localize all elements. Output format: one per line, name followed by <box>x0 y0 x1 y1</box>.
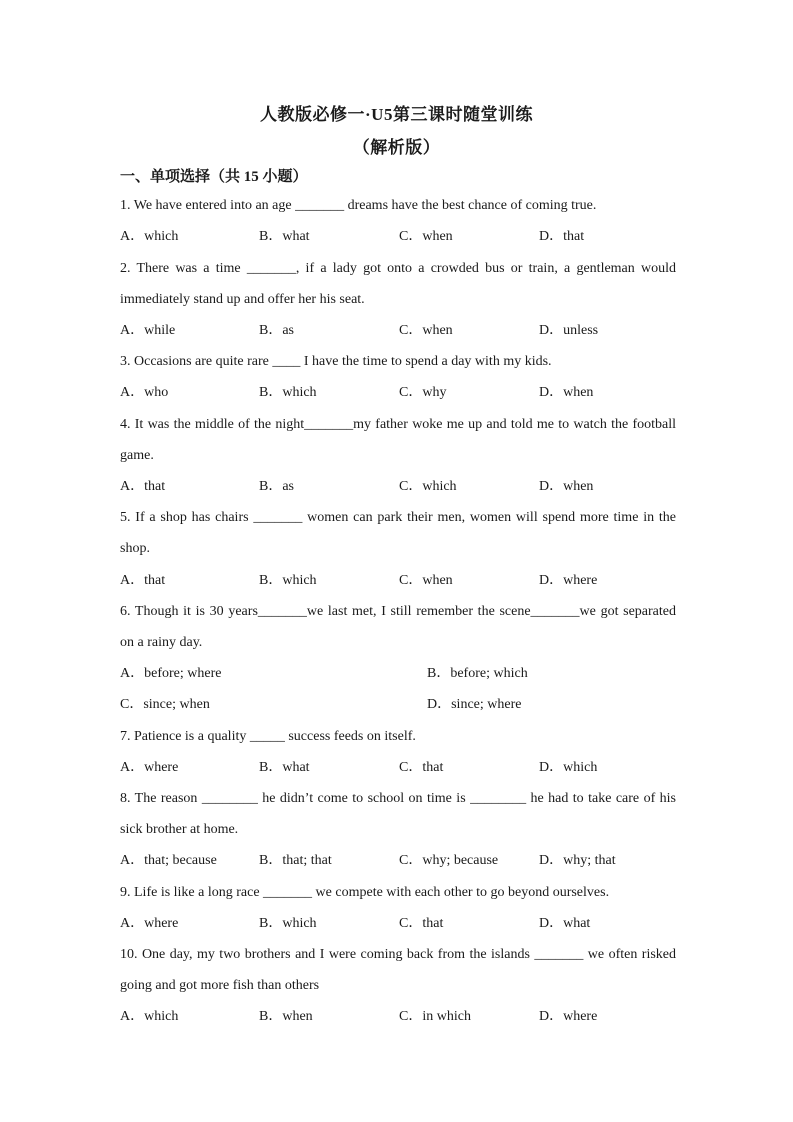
question-8-text-line-1: 8. The reason ________ he didn’t come to school on time is ________ he had to take care of his <box>120 791 676 806</box>
question-2-text-line-1: 2. There was a time _______, if a lady got onto a crowded bus or train, a gentleman would <box>120 261 676 276</box>
question-5-text-line-1: 5. If a shop has chairs _______ women can park their men, women will spend more time in the <box>120 510 676 525</box>
question-4-text-line-2: game. <box>120 448 154 463</box>
question-6-text-line-2: on a rainy day. <box>120 635 203 650</box>
question-10-option-b: B．when <box>259 1009 313 1024</box>
question-3-text: 3. Occasions are quite rare ____ I have the time to spend a day with my kids. <box>120 354 552 369</box>
question-10-option-a: A．which <box>120 1009 179 1024</box>
question-2-option-b: B．as <box>259 323 294 338</box>
question-6-option-c: C．since; when <box>120 697 210 712</box>
question-5-text-line-2: shop. <box>120 541 150 556</box>
question-7-option-b: B．what <box>259 760 310 775</box>
question-6-option-d: D．since; where <box>427 697 522 712</box>
question-3-option-c: C．why <box>399 385 447 400</box>
question-6-option-b: B．before; which <box>427 666 528 681</box>
question-2-text-line-2: immediately stand up and offer her his seat. <box>120 292 365 307</box>
question-10-text-line-1: 10. One day, my two brothers and I were coming back from the islands _______ we often risked <box>120 947 676 962</box>
question-4-option-c: C．which <box>399 479 457 494</box>
document-subtitle: （解析版） <box>352 138 441 157</box>
question-7-option-a: A．where <box>120 760 179 775</box>
question-1-option-c: C．when <box>399 229 453 244</box>
question-8-option-d: D．why; that <box>539 853 616 868</box>
question-1-option-b: B．what <box>259 229 310 244</box>
question-2-option-c: C．when <box>399 323 453 338</box>
question-8-text-line-2: sick brother at home. <box>120 822 239 837</box>
question-4-option-d: D．when <box>539 479 594 494</box>
question-2-option-d: D．unless <box>539 323 599 338</box>
question-9-option-c: C．that <box>399 916 444 931</box>
question-8-option-a: A．that; because <box>120 853 217 868</box>
question-7-option-d: D．which <box>539 760 598 775</box>
question-6-text-line-1: 6. Though it is 30 years_______we last met, I still remember the scene_______we got separated <box>120 604 676 619</box>
question-10-text-line-2: going and got more fish than others <box>120 978 320 993</box>
question-5-option-b: B．which <box>259 573 317 588</box>
section-heading: 一、单项选择（共 15 小题） <box>120 169 308 185</box>
question-1-option-a: A．which <box>120 229 179 244</box>
question-1-option-d: D．that <box>539 229 585 244</box>
question-5-option-c: C．when <box>399 573 453 588</box>
question-7-text: 7. Patience is a quality _____ success feeds on itself. <box>120 729 416 744</box>
document-title: 人教版必修一·U5第三课时随堂训练 <box>260 105 533 124</box>
question-8-option-b: B．that; that <box>259 853 332 868</box>
question-1-text: 1. We have entered into an age _______ dreams have the best chance of coming true. <box>120 198 597 213</box>
question-2-option-a: A．while <box>120 323 176 338</box>
question-10-option-c: C．in which <box>399 1009 471 1024</box>
question-3-option-b: B．which <box>259 385 317 400</box>
question-5-option-a: A．that <box>120 573 166 588</box>
question-9-option-b: B．which <box>259 916 317 931</box>
question-3-option-d: D．when <box>539 385 594 400</box>
question-4-text-line-1: 4. It was the middle of the night_______my father woke me up and told me to watch the football <box>120 417 676 432</box>
question-6-option-a: A．before; where <box>120 666 222 681</box>
question-9-option-a: A．where <box>120 916 179 931</box>
question-7-option-c: C．that <box>399 760 444 775</box>
question-10-option-d: D．where <box>539 1009 598 1024</box>
question-8-option-c: C．why; because <box>399 853 499 868</box>
question-3-option-a: A．who <box>120 385 169 400</box>
question-4-option-a: A．that <box>120 479 166 494</box>
question-9-text: 9. Life is like a long race _______ we compete with each other to go beyond ourselves. <box>120 885 610 900</box>
question-9-option-d: D．what <box>539 916 591 931</box>
question-4-option-b: B．as <box>259 479 294 494</box>
question-5-option-d: D．where <box>539 573 598 588</box>
